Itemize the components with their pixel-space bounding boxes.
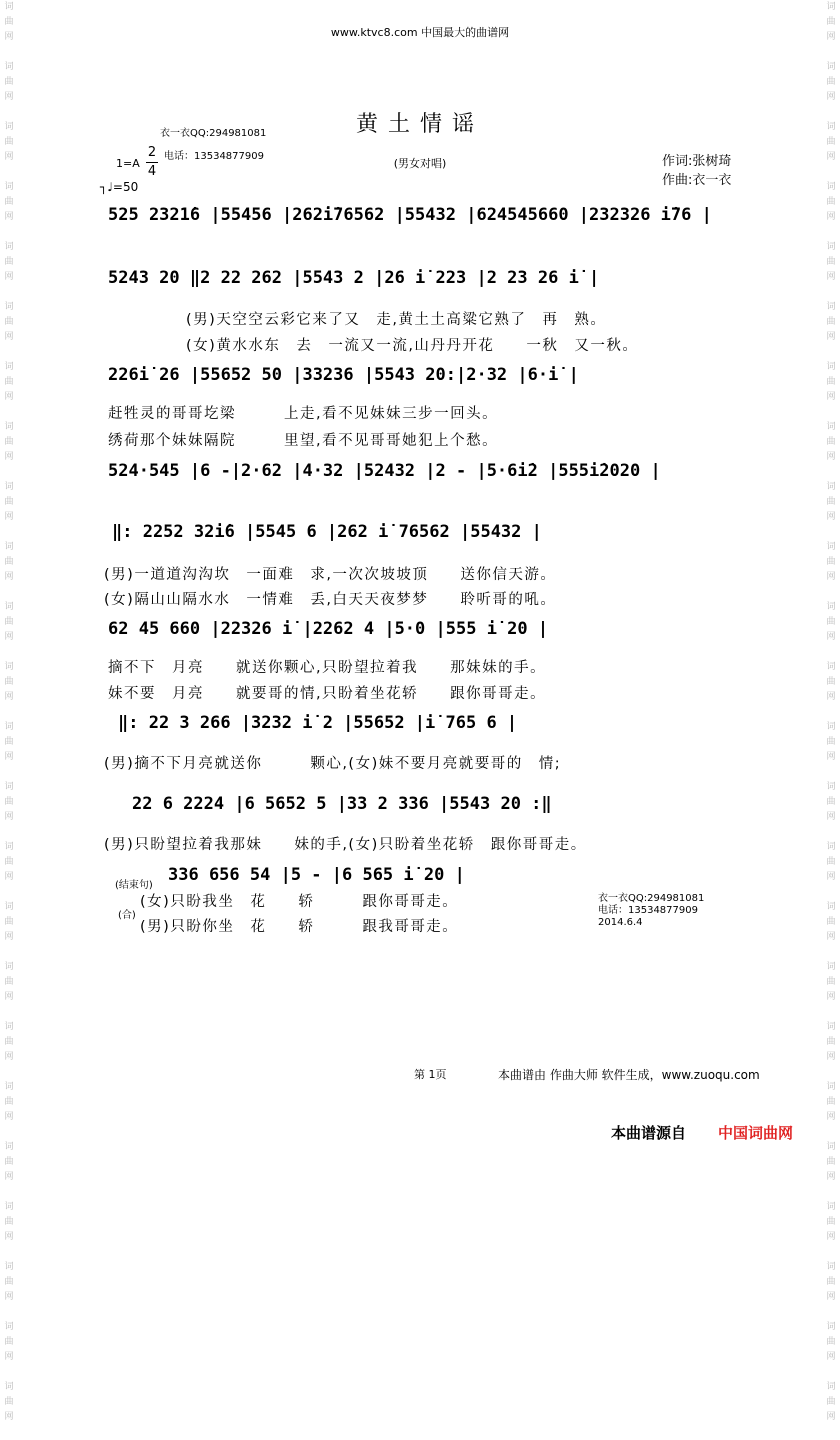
watermark-char: 词	[4, 1382, 14, 1392]
watermark-char: 网	[826, 812, 836, 822]
watermark-char: 曲	[4, 17, 14, 27]
watermark-gap	[824, 1305, 838, 1320]
watermark-char: 网	[826, 872, 836, 882]
watermark-gap	[824, 285, 838, 300]
watermark-char: 词	[4, 482, 14, 492]
watermark-char: 词	[826, 1322, 836, 1332]
watermark-gap	[2, 645, 16, 660]
watermark-char: 曲	[4, 797, 14, 807]
watermark-char: 网	[4, 1412, 14, 1422]
watermark-char: 网	[4, 1292, 14, 1302]
watermark-char: 曲	[826, 497, 836, 507]
watermark-gap	[824, 585, 838, 600]
watermark-char: 网	[826, 1232, 836, 1242]
watermark-gap	[824, 345, 838, 360]
watermark-gap	[824, 1365, 838, 1380]
watermark-char: 曲	[4, 1097, 14, 1107]
watermark-char: 词	[4, 1202, 14, 1212]
watermark-char: 曲	[4, 1037, 14, 1047]
watermark-char: 词	[826, 1382, 836, 1392]
lyric-line: 赶牲灵的哥哥圪梁 上走,看不见妹妹三步一回头。	[108, 406, 499, 422]
watermark-char: 网	[826, 1412, 836, 1422]
watermark-gap	[824, 645, 838, 660]
watermark-char: 网	[826, 572, 836, 582]
lyric-line: (女)隔山山隔水水 一情难 丢,白天天夜梦梦 聆听哥的吼。	[104, 592, 557, 608]
watermark-char: 网	[4, 992, 14, 1002]
watermark-char: 网	[4, 872, 14, 882]
watermark-gap	[824, 1005, 838, 1020]
source-label: 本曲谱源自	[611, 1124, 687, 1142]
watermark-gap	[2, 1125, 16, 1140]
watermark-char: 网	[4, 32, 14, 42]
watermark-gap	[824, 1245, 838, 1260]
watermark-char: 词	[4, 362, 14, 372]
watermark-char: 词	[826, 602, 836, 612]
watermark-char: 网	[4, 1052, 14, 1062]
watermark-char: 词	[826, 782, 836, 792]
watermark-gap	[2, 285, 16, 300]
watermark-char: 词	[826, 902, 836, 912]
watermark-char: 网	[4, 572, 14, 582]
lyric-line: (男)天空空云彩它来了又 走,黄土土高粱它熟了 再 熟。	[186, 312, 607, 328]
brand-logo-text[interactable]: 中国词曲网	[718, 1124, 794, 1142]
score-line-ending: 336 656 54 |5 - |6 565 i̇ 20 |	[168, 865, 465, 885]
watermark-gap	[2, 1425, 16, 1440]
watermark-char: 曲	[826, 1217, 836, 1227]
watermark-char: 词	[826, 1022, 836, 1032]
watermark-char: 网	[4, 932, 14, 942]
watermark-char: 曲	[826, 77, 836, 87]
watermark-gap	[824, 1425, 838, 1440]
signature-block	[598, 893, 704, 929]
watermark-gap	[2, 1245, 16, 1260]
watermark-char: 词	[4, 542, 14, 552]
watermark-char: 网	[4, 452, 14, 462]
watermark-char: 曲	[826, 917, 836, 927]
watermark-char: 网	[826, 212, 836, 222]
score-line-1: 525 2321̇6 |55456 |262̇i̇76562 |55432 |624545660 |232326 i̇76 |	[108, 205, 712, 225]
watermark-char: 词	[826, 542, 836, 552]
watermark-char: 网	[4, 92, 14, 102]
watermark-gap	[2, 1365, 16, 1380]
watermark-gap	[824, 825, 838, 840]
watermark-char: 曲	[4, 137, 14, 147]
watermark-char: 网	[4, 1352, 14, 1362]
watermark-char: 词	[826, 242, 836, 252]
watermark-char: 曲	[826, 437, 836, 447]
watermark-char: 曲	[4, 377, 14, 387]
watermark-char: 曲	[826, 17, 836, 27]
key-signature: 1=A	[116, 157, 140, 170]
watermark-gap	[824, 765, 838, 780]
watermark-char: 词	[4, 1262, 14, 1272]
score-line-8: 22 6 2224 |6 5652 5 |33 2 336 |5543 20 :‖	[132, 794, 552, 814]
watermark-char: 曲	[826, 977, 836, 987]
watermark-char: 词	[4, 2, 14, 12]
page-number: 第 1页	[414, 1068, 447, 1081]
lyric-line: 绣荷那个妹妹隔院 里望,看不见哥哥她犯上个愁。	[108, 433, 499, 449]
watermark-char: 曲	[826, 617, 836, 627]
author-qq: 衣一衣QQ:294981081	[160, 128, 267, 139]
signature-phone: 电话：13534877909	[598, 905, 698, 916]
site-header-url[interactable]: www.ktvc8.com 中国最大的曲谱网	[330, 26, 510, 39]
watermark-char: 网	[4, 1172, 14, 1182]
watermark-char: 网	[826, 332, 836, 342]
score-line-3: 226i̇ 26 |55652 50 |33236 |5543 20:|2·32 |6·i̇ |	[108, 365, 579, 385]
watermark-char: 曲	[826, 1277, 836, 1287]
watermark-char: 曲	[826, 1337, 836, 1347]
lyric-line: 妹不要 月亮 就要哥的情,只盼着坐花轿 跟你哥哥走。	[108, 686, 547, 702]
watermark-char: 词	[4, 962, 14, 972]
watermark-char: 网	[826, 392, 836, 402]
watermark-char: 词	[4, 602, 14, 612]
watermark-char: 曲	[4, 437, 14, 447]
watermark-gap	[2, 225, 16, 240]
watermark-char: 网	[826, 632, 836, 642]
watermark-char: 词	[4, 1322, 14, 1332]
lyricist: 作词:张树琦	[662, 154, 732, 169]
watermark-gap	[824, 45, 838, 60]
watermark-char: 曲	[826, 377, 836, 387]
watermark-char: 曲	[4, 1397, 14, 1407]
song-title: 黄土情谣	[355, 112, 484, 137]
watermark-gap	[824, 225, 838, 240]
watermark-char: 曲	[4, 197, 14, 207]
signature-qq: 衣一衣QQ:294981081	[598, 893, 705, 904]
watermark-char: 网	[4, 812, 14, 822]
watermark-char: 词	[4, 842, 14, 852]
score-line-6: 62 45 660 |22326 i̇ |2262 4 |5·0 |555 i̇ 20 |	[108, 619, 549, 639]
time-signature-bottom: 4	[147, 164, 157, 179]
watermark-char: 词	[4, 722, 14, 732]
watermark-gap	[2, 1005, 16, 1020]
watermark-char: 词	[4, 302, 14, 312]
watermark-gap	[2, 1185, 16, 1200]
watermark-char: 词	[4, 902, 14, 912]
watermark-gap	[2, 885, 16, 900]
time-signature-top: 2	[147, 145, 157, 160]
watermark-char: 曲	[4, 857, 14, 867]
watermark-char: 网	[826, 1052, 836, 1062]
watermark-char: 词	[826, 302, 836, 312]
watermark-gap	[2, 705, 16, 720]
watermark-char: 曲	[4, 1217, 14, 1227]
watermark-char: 网	[826, 992, 836, 1002]
watermark-char: 网	[826, 452, 836, 462]
watermark-gap	[2, 465, 16, 480]
watermark-char: 网	[826, 1352, 836, 1362]
watermark-char: 词	[4, 782, 14, 792]
watermark-char: 曲	[826, 1397, 836, 1407]
watermark-char: 网	[4, 512, 14, 522]
generator-note[interactable]: 本曲谱由 作曲大师 软件生成，www.zuoqu.com	[498, 1068, 760, 1082]
lyric-line: (男)摘不下月亮就送你 颗心,(女)妹不要月亮就要哥的 情;	[104, 756, 562, 772]
watermark-char: 曲	[4, 617, 14, 627]
watermark-char: 词	[4, 1142, 14, 1152]
watermark-char: 曲	[826, 197, 836, 207]
score-line-4: 524·545 |6 -|2·62 |4·32 |52432 |2 - |5·6i̇2 |555i̇2020 |	[108, 461, 661, 481]
watermark-gap	[824, 465, 838, 480]
watermark-char: 曲	[826, 257, 836, 267]
watermark-gap	[824, 1125, 838, 1140]
watermark-char: 曲	[826, 557, 836, 567]
tempo-mark: ┐♩=50	[100, 180, 139, 194]
watermark-char: 网	[826, 272, 836, 282]
watermark-char: 网	[4, 392, 14, 402]
watermark-gap	[2, 1065, 16, 1080]
watermark-char: 曲	[826, 1157, 836, 1167]
watermark-char: 网	[826, 32, 836, 42]
watermark-char: 曲	[826, 317, 836, 327]
watermark-char: 网	[4, 1112, 14, 1122]
watermark-gap	[2, 1305, 16, 1320]
watermark-char: 曲	[826, 677, 836, 687]
watermark-gap	[824, 525, 838, 540]
composer: 作曲:衣一衣	[662, 173, 732, 188]
watermark-char: 词	[826, 1202, 836, 1212]
watermark-char: 网	[826, 1292, 836, 1302]
watermark-gap	[2, 825, 16, 840]
watermark-char: 词	[4, 662, 14, 672]
lyric-line: (女)黄水水东 去 一流又一流,山丹丹开花 一秋 又一秋。	[186, 338, 639, 354]
watermark-gap	[824, 945, 838, 960]
watermark-char: 网	[4, 212, 14, 222]
watermark-gap	[824, 1185, 838, 1200]
watermark-gap	[824, 1065, 838, 1080]
watermark-char: 曲	[4, 77, 14, 87]
watermark-char: 曲	[4, 557, 14, 567]
watermark-char: 曲	[4, 317, 14, 327]
lyric-line: (男)只盼你坐 花 轿 跟我哥哥走。	[140, 919, 459, 935]
right-watermark-column	[824, 0, 838, 1440]
watermark-char: 词	[826, 362, 836, 372]
lyric-line: 摘不下 月亮 就送你颗心,只盼望拉着我 那妹妹的手。	[108, 660, 547, 676]
watermark-char: 曲	[4, 1277, 14, 1287]
watermark-char: 词	[826, 422, 836, 432]
watermark-char: 网	[4, 632, 14, 642]
watermark-char: 曲	[4, 1157, 14, 1167]
watermark-char: 词	[4, 122, 14, 132]
lyric-line: (男)一道道沟沟坎 一面难 求,一次次坡坡顶 送你信天游。	[104, 567, 557, 583]
watermark-char: 曲	[4, 677, 14, 687]
watermark-gap	[2, 585, 16, 600]
watermark-gap	[824, 705, 838, 720]
watermark-char: 词	[826, 122, 836, 132]
watermark-gap	[2, 525, 16, 540]
watermark-char: 曲	[4, 497, 14, 507]
watermark-gap	[2, 45, 16, 60]
watermark-char: 词	[826, 62, 836, 72]
watermark-char: 词	[826, 842, 836, 852]
watermark-char: 网	[4, 752, 14, 762]
watermark-char: 词	[826, 722, 836, 732]
credits	[662, 152, 731, 190]
watermark-char: 网	[826, 92, 836, 102]
lyric-line: (男)只盼望拉着我那妹 妹的手,(女)只盼着坐花轿 跟你哥哥走。	[104, 837, 587, 853]
watermark-gap	[2, 345, 16, 360]
ending-label: (结束句)	[115, 880, 153, 891]
watermark-char: 网	[4, 332, 14, 342]
watermark-char: 曲	[826, 857, 836, 867]
watermark-char: 网	[826, 1112, 836, 1122]
song-subtitle: (男女对唱)	[393, 157, 447, 170]
watermark-gap	[2, 405, 16, 420]
watermark-char: 曲	[826, 1037, 836, 1047]
watermark-char: 词	[4, 62, 14, 72]
watermark-char: 词	[826, 482, 836, 492]
watermark-char: 词	[826, 1082, 836, 1092]
watermark-char: 网	[4, 692, 14, 702]
score-line-2: 5243 20 ‖2 22 262 |5543 2 |26 i̇ 223 |2 23 26 i̇ |	[108, 268, 600, 288]
watermark-char: 曲	[826, 737, 836, 747]
watermark-char: 词	[826, 962, 836, 972]
chorus-label: (合)	[118, 910, 136, 921]
watermark-char: 曲	[4, 917, 14, 927]
watermark-char: 曲	[826, 137, 836, 147]
watermark-char: 词	[4, 182, 14, 192]
watermark-char: 网	[4, 272, 14, 282]
watermark-char: 网	[826, 932, 836, 942]
watermark-char: 词	[826, 1262, 836, 1272]
score-line-7: ‖: 22 3 266 |3232 i̇ 2 |55652 |i̇ 765 6 |	[118, 713, 518, 733]
watermark-char: 曲	[4, 1337, 14, 1347]
watermark-char: 词	[4, 1022, 14, 1032]
watermark-gap	[824, 885, 838, 900]
watermark-char: 词	[826, 182, 836, 192]
watermark-char: 曲	[4, 977, 14, 987]
watermark-gap	[2, 945, 16, 960]
watermark-char: 网	[4, 1232, 14, 1242]
watermark-char: 曲	[4, 737, 14, 747]
signature-date: 2014.6.4	[598, 917, 643, 928]
watermark-char: 网	[826, 752, 836, 762]
watermark-gap	[824, 405, 838, 420]
watermark-char: 词	[826, 2, 836, 12]
watermark-char: 词	[826, 1142, 836, 1152]
watermark-char: 词	[826, 662, 836, 672]
watermark-char: 词	[4, 422, 14, 432]
watermark-char: 网	[826, 152, 836, 162]
watermark-gap	[2, 765, 16, 780]
watermark-char: 词	[4, 242, 14, 252]
watermark-char: 网	[826, 1172, 836, 1182]
watermark-char: 词	[4, 1082, 14, 1092]
watermark-char: 曲	[4, 257, 14, 267]
watermark-char: 曲	[826, 1097, 836, 1107]
score-line-5: ‖: 2252 32i̇6 |5545 6 |262 i̇ 76562 |55432 |	[112, 522, 542, 542]
left-watermark-column	[2, 0, 16, 1440]
watermark-char: 网	[4, 152, 14, 162]
lyric-line: (女)只盼我坐 花 轿 跟你哥哥走。	[140, 894, 459, 910]
watermark-char: 网	[826, 512, 836, 522]
watermark-char: 网	[826, 692, 836, 702]
watermark-char: 曲	[826, 797, 836, 807]
author-phone: 电话：13534877909	[164, 151, 264, 162]
